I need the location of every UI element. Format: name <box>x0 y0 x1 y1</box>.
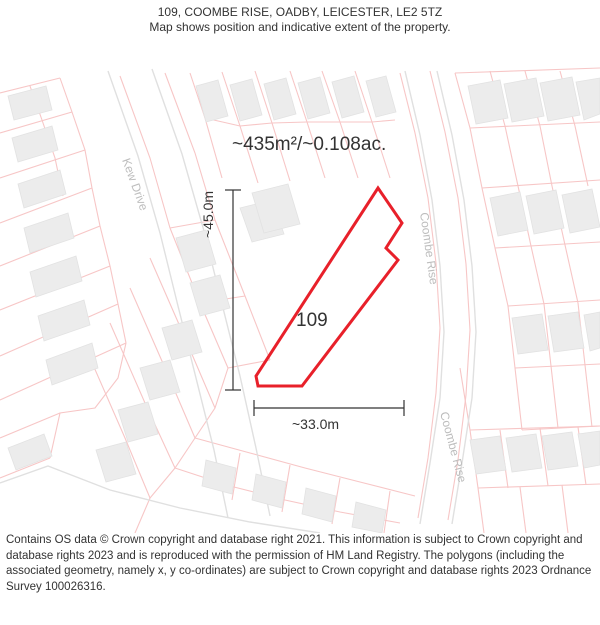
street-label-coombe-rise-lower: Coombe Rise <box>437 410 470 485</box>
map-graphics <box>0 38 600 533</box>
street-label-coombe-rise-upper: Coombe Rise <box>417 211 442 286</box>
street-label-kew-drive: Kew Drive <box>119 156 152 213</box>
page-subtitle: Map shows position and indicative extent of the property. <box>149 20 451 34</box>
area-label: ~435m²/~0.108ac. <box>232 134 387 155</box>
height-dimension-label: ~45.0m <box>200 190 216 238</box>
width-dimension-label: ~33.0m <box>292 416 340 432</box>
plot-number-label: 109 <box>296 310 328 331</box>
copyright-footer: Contains OS data © Crown copyright and database right 2021. This information is subject to Crown copyright and database rights 2023 and is reproduced with the permission of HM Land Registry. The polygons (including the associated geometry, namely x, y co-ordinates) are subject to Crown copyright and database rights 2023 Ordnance Survey 100026316. <box>6 534 592 593</box>
page-title: 109, COOMBE RISE, OADBY, LEICESTER, LE2 5TZ <box>157 5 443 19</box>
map-canvas[interactable] <box>0 38 600 533</box>
map-header <box>0 0 600 35</box>
